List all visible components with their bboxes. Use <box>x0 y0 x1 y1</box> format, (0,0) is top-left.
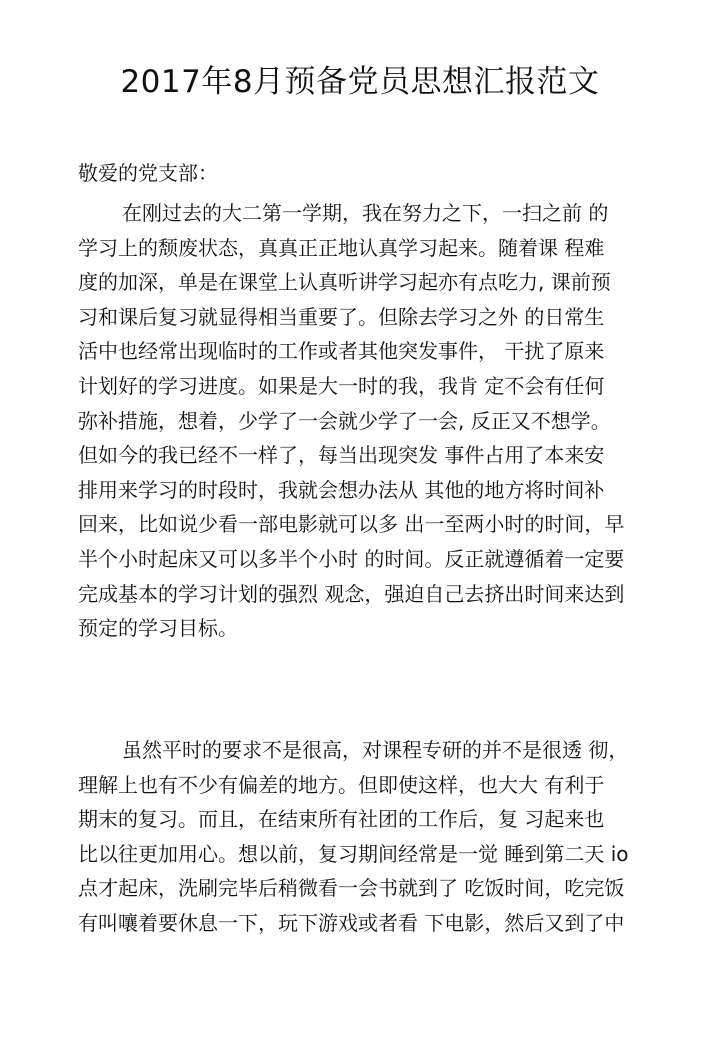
paragraph-line: 完成基本的学习计划的强烈 观念，强迫自己去挤出时间来达到 <box>78 581 625 606</box>
paragraph-line: 学习上的颓废状态，真真正正地认真学习起来。随着课 程难 <box>78 235 605 260</box>
paragraph-line: 习和课后复习就显得相当重要了。但除去学习之外 的日常生 <box>78 304 605 329</box>
paragraph-line: 虽然平时的要求不是很高，对课程专研的并不是很透 彻， <box>122 738 629 762</box>
salutation: 敬爱的党支部： <box>78 161 218 185</box>
paragraph-2 <box>78 733 650 941</box>
paragraph-line: 预定的学习目标。 <box>78 616 238 641</box>
paragraph-line: 回来，比如说少看一部电影就可以多 出一至两小时的时间，早 <box>78 512 625 537</box>
paragraph-line: 计划好的学习进度。如果是大一时的我，我肯 定不会有任何 <box>78 373 605 398</box>
paragraph-line: 理解上也有不少有偏差的地方。但即使这样，也大大 有利于 <box>78 772 605 797</box>
document-title: 2017年8月预备党员思想汇报范文 <box>120 64 600 100</box>
paragraph-line: 比以往更加用心。想以前，复习期间经常是一觉 睡到第二天 io <box>78 841 629 866</box>
paragraph-line: 半个小时起床又可以多半个小时 的时间。反正就遵循着一定要 <box>78 546 625 571</box>
paragraph-line: 活中也经常出现临时的工作或者其他突发事件， 干扰了原来 <box>78 339 605 364</box>
paragraph-1 <box>78 196 650 646</box>
paragraph-line: 在刚过去的大二第一学期，我在努力之下，一扫之前 的 <box>122 201 609 225</box>
paragraph-line: 点才起床，洗刷完毕后稍微看一会书就到了 吃饭时间，吃完饭 <box>78 876 625 901</box>
paragraph-line: 期末的复习。而且，在结束所有社团的工作后，复 习起来也 <box>78 807 605 832</box>
paragraph-line: 弥补措施，想着，少学了一会就少学了一会, 反正又不想学。 <box>78 408 611 433</box>
paragraph-line: 有叫嚷着要休息一下，玩下游戏或者看 下电影，然后又到了中 <box>78 910 625 935</box>
paragraph-line: 排用来学习的时段时，我就会想办法从 其他的地方将时间补 <box>78 477 605 502</box>
paragraph-line: 度的加深，单是在课堂上认真听讲学习起亦有点吃力, 课前预 <box>78 270 611 295</box>
paragraph-line: 但如今的我已经不一样了，每当出现突发 事件占用了本来安 <box>78 443 605 468</box>
